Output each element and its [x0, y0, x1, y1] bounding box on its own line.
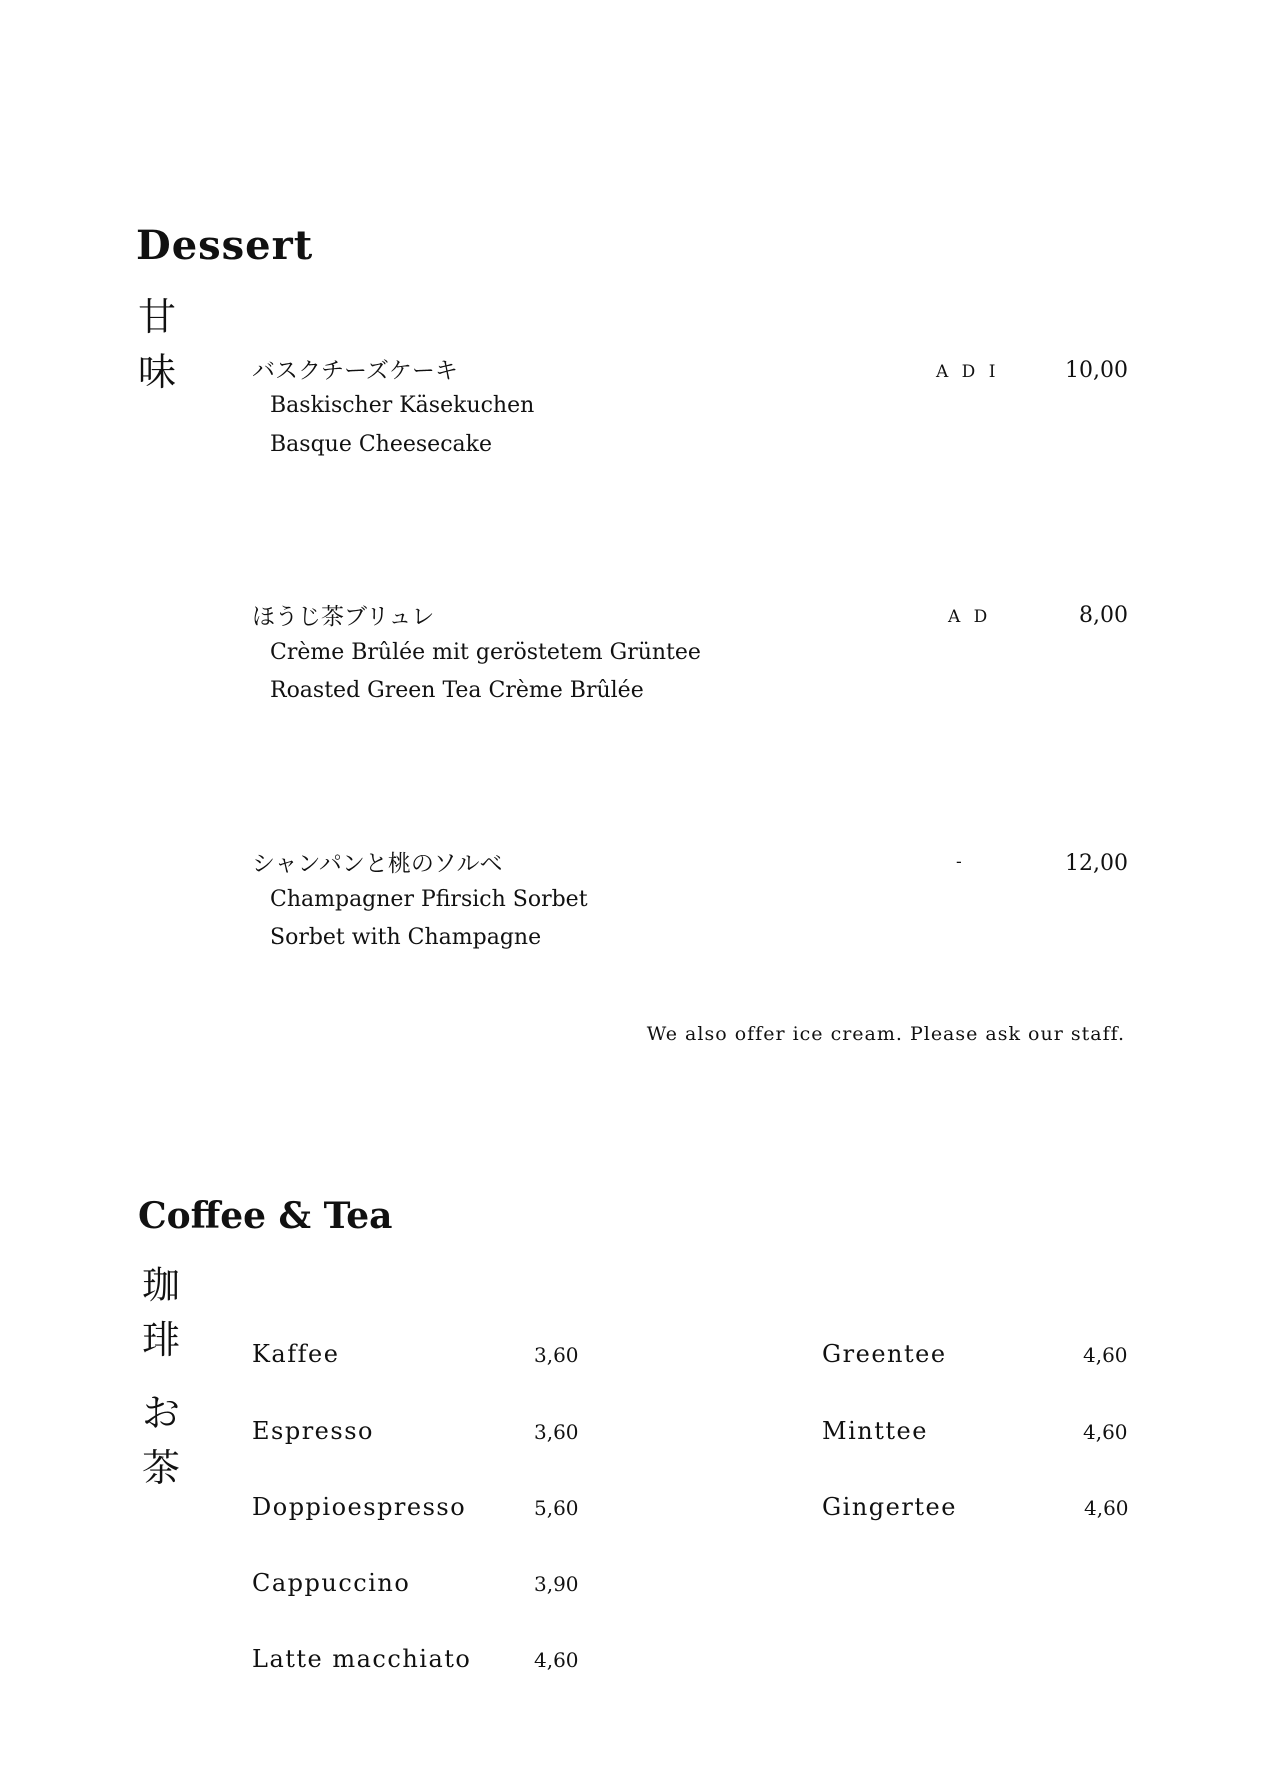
coffee-item-price: 5,60 — [534, 1496, 579, 1520]
dessert-item-en: Sorbet with Champagne — [270, 925, 542, 950]
coffee-item-name: Cappuccino — [252, 1569, 411, 1597]
coffee-tea-vertical-label — [142, 1258, 186, 1496]
tea-item-price: 4,60 — [1083, 1343, 1128, 1367]
dessert-vertical-char: 甘 — [138, 295, 177, 339]
tea-vertical-char: お — [142, 1391, 181, 1435]
coffee-item-name: Espresso — [252, 1417, 374, 1445]
dessert-item-de: Crème Brûlée mit geröstetem Grüntee — [270, 640, 701, 665]
dessert-item-price: 10,00 — [1065, 358, 1128, 383]
coffee-item-name: Kaffee — [252, 1340, 340, 1368]
coffee-item-price: 3,60 — [534, 1343, 579, 1367]
dessert-item-de: Champagner Pfirsich Sorbet — [270, 887, 588, 912]
coffee-item-price: 4,60 — [534, 1648, 579, 1672]
ice-cream-note: We also offer ice cream. Please ask our staff. — [646, 1023, 1125, 1045]
dessert-item-ja: ほうじ茶ブリュレ — [252, 604, 435, 630]
dessert-item-allergens: - — [956, 852, 966, 872]
tea-item-price: 4,60 — [1084, 1496, 1129, 1520]
dessert-item-en: Roasted Green Tea Crème Brûlée — [270, 678, 644, 703]
coffee-vertical-char: 珈 — [142, 1263, 181, 1307]
dessert-item-price: 12,00 — [1065, 851, 1128, 876]
tea-item-name: Gingertee — [822, 1493, 957, 1521]
dessert-item-allergens: A D — [948, 607, 992, 627]
coffee-item-price: 3,60 — [534, 1420, 579, 1444]
dessert-vertical-char: 味 — [138, 350, 177, 394]
dessert-item-ja: バスクチーズケーキ — [252, 358, 458, 384]
dessert-item-ja: シャンパンと桃のソルベ — [252, 851, 503, 877]
dessert-item-de: Baskischer Käsekuchen — [270, 393, 535, 418]
dessert-heading: Dessert — [136, 222, 314, 269]
coffee-tea-heading: Coffee & Tea — [138, 1195, 393, 1237]
tea-vertical-char: 茶 — [142, 1446, 181, 1490]
coffee-item-price: 3,90 — [534, 1572, 579, 1596]
tea-item-name: Greentee — [822, 1340, 947, 1368]
tea-item-price: 4,60 — [1083, 1420, 1128, 1444]
tea-item-name: Minttee — [822, 1417, 928, 1445]
coffee-item-name: Latte macchiato — [252, 1645, 472, 1673]
dessert-item-allergens: A D I — [936, 362, 1000, 382]
dessert-item-price: 8,00 — [1079, 603, 1128, 628]
dessert-item-en: Basque Cheesecake — [270, 432, 492, 457]
coffee-vertical-char: 琲 — [142, 1318, 181, 1362]
dessert-vertical-label — [138, 290, 182, 400]
coffee-item-name: Doppioespresso — [252, 1493, 467, 1521]
